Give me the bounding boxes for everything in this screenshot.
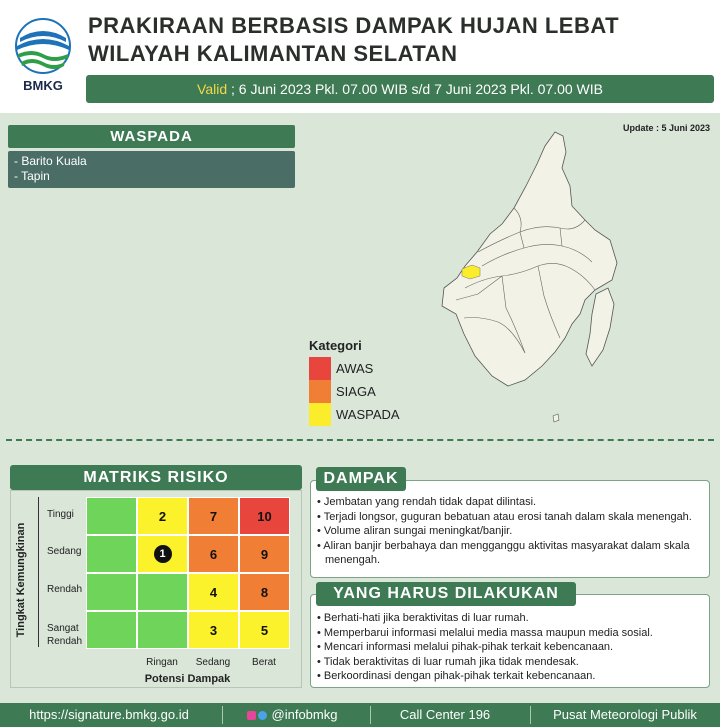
title-line-1: PRAKIRAAN BERBASIS DAMPAK HUJAN LEBAT — [88, 13, 620, 38]
matrix-cell — [188, 611, 239, 649]
matrix-cell-value: 6 — [209, 546, 218, 562]
valid-period-bar — [86, 75, 714, 103]
matrix-cell-value: 3 — [209, 622, 218, 638]
matrix-row-label: Tinggi — [47, 509, 74, 520]
matrix-cell-value: 5 — [260, 622, 269, 638]
dampak-item: • Aliran banjir berbahaya dan mengganggu aktivitas masyarakat dalam skala — [317, 539, 690, 552]
area-item: - Tapin — [14, 169, 50, 183]
action-item: • Berhati-hati jika beraktivitas di luar rumah. — [317, 612, 529, 624]
matrix-cell — [188, 573, 239, 611]
footer-separator — [530, 706, 531, 724]
footer — [0, 703, 720, 727]
update-date: Update : 5 Juni 2023 — [622, 123, 710, 133]
valid-word: Valid — [197, 81, 228, 97]
matrix-cell — [137, 497, 188, 535]
matrix-cell — [239, 573, 290, 611]
matrix-cell — [239, 535, 290, 573]
matrix-cell — [86, 535, 137, 573]
legend-item — [309, 380, 400, 403]
risk-matrix-title: MATRIKS RISIKO — [10, 465, 302, 490]
waspada-header: WASPADA — [8, 125, 295, 148]
south-kalimantan-map — [420, 128, 620, 428]
matrix-cell — [188, 535, 239, 573]
call-center: Call Center 196 — [399, 707, 491, 722]
waspada-area-list — [8, 151, 295, 188]
social-text: @infobmkg — [271, 707, 338, 722]
legend-title: Kategori — [309, 338, 362, 353]
twitter-icon — [258, 711, 267, 720]
matrix-y-axis-line — [38, 497, 39, 647]
legend-item — [309, 403, 400, 426]
action-item: • Tidak beraktivitas di luar rumah jika tidak mendesak. — [317, 655, 579, 668]
action-item: • Memperbarui informasi melalui media massa maupun media sosial. — [317, 626, 653, 639]
matrix-row-label: Sedang — [47, 546, 82, 557]
map-island — [586, 288, 614, 366]
header — [0, 0, 720, 113]
matrix-cell — [137, 611, 188, 649]
matrix-cell-value: 8 — [260, 584, 269, 600]
matrix-cell-value: 7 — [209, 508, 218, 524]
page-title — [88, 12, 619, 68]
dampak-item: • Terjadi longsor, guguran bebatuan atau erosi tanah dalam skala menengah. — [317, 510, 692, 523]
dampak-box — [310, 480, 710, 578]
matrix-cell-value: 10 — [257, 508, 272, 524]
dampak-item: • Jembatan yang rendah tidak dapat dilintasi. — [317, 496, 537, 508]
dampak-item: • Volume aliran sungai meningkat/banjir. — [317, 525, 513, 537]
matrix-col-label: Sedang — [195, 657, 231, 668]
matrix-cell — [86, 611, 137, 649]
legend-swatch-awas — [309, 357, 331, 380]
matrix-col-label: Berat — [252, 657, 276, 668]
map-island-small — [553, 414, 559, 422]
matrix-cell — [137, 573, 188, 611]
legend-item — [309, 357, 400, 380]
instagram-icon — [247, 711, 256, 720]
current-risk-marker: 1 — [154, 545, 172, 563]
matrix-cell — [239, 497, 290, 535]
yang-harus-title: YANG HARUS DILAKUKAN — [316, 582, 576, 606]
matrix-cell-value: 2 — [158, 508, 167, 524]
legend-swatch-waspada — [309, 403, 331, 426]
matrix-cell-value: 9 — [260, 546, 269, 562]
matrix-cell — [86, 573, 137, 611]
matrix-cell — [239, 611, 290, 649]
matrix-cell — [86, 497, 137, 535]
section-divider — [6, 439, 714, 441]
yang-harus-box — [310, 594, 710, 688]
legend-swatch-siaga — [309, 380, 331, 403]
title-line-2: WILAYAH KALIMANTAN SELATAN — [88, 41, 458, 66]
matrix-row-label: Rendah — [47, 584, 83, 595]
matrix-col-label: Ringan — [146, 657, 178, 668]
publisher: Pusat Meteorologi Publik — [553, 707, 697, 722]
matrix-row-label: Sangat Rendah — [47, 623, 83, 647]
matrix-x-axis-label: Potensi Dampak — [144, 673, 231, 685]
matrix-y-axis-label: Tingkat Kemungkinan — [15, 522, 27, 638]
matrix-cell-value: 4 — [209, 584, 218, 600]
valid-period-text: ; 6 Juni 2023 Pkl. 07.00 WIB s/d 7 Juni 2023 Pkl. 07.00 WIB — [227, 81, 603, 97]
legend-label: WASPADA — [336, 407, 400, 422]
action-item: • Berkoordinasi dengan pihak-pihak terkait kebencanaan. — [317, 670, 596, 682]
matrix-cell — [188, 497, 239, 535]
legend-label: SIAGA — [336, 384, 376, 399]
social-handle[interactable] — [226, 703, 358, 727]
matrix-cell — [137, 535, 188, 573]
area-item: - Barito Kuala — [14, 154, 87, 168]
legend — [309, 338, 400, 426]
legend-label: AWAS — [336, 361, 374, 376]
logo-label: BMKG — [23, 78, 63, 93]
website-link[interactable]: https://signature.bmkg.go.id — [29, 707, 189, 722]
dampak-title: DAMPAK — [316, 467, 406, 491]
footer-separator — [370, 706, 371, 724]
footer-separator — [222, 706, 223, 724]
action-item: • Mencari informasi melalui pihak-pihak terkait kebencanaan. — [317, 641, 614, 653]
dampak-item: menengah. — [325, 554, 381, 566]
